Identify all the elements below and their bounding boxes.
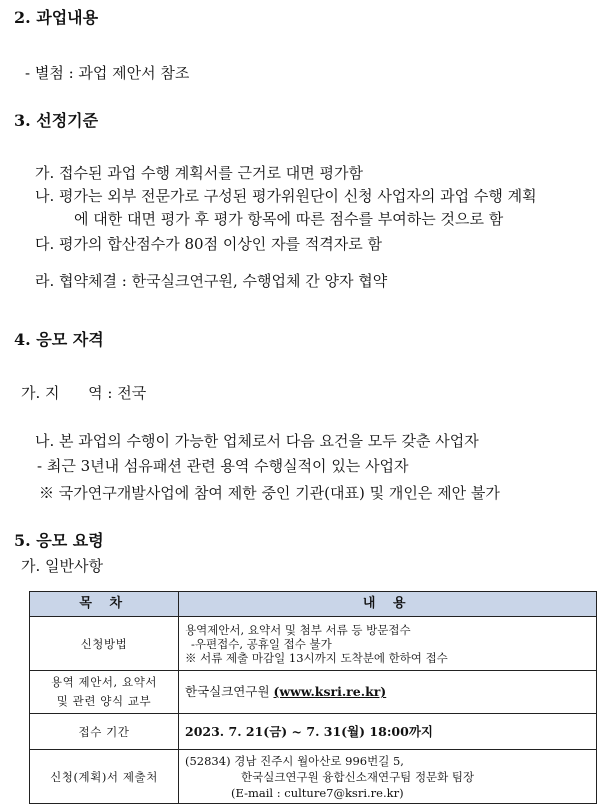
forms-label-line-1: 용역 제안서, 요약서: [50, 675, 158, 689]
criteria-item-na-cont: 에 대한 대면 평가 후 평가 항목에 따른 점수를 부여하는 것으로 함: [74, 210, 504, 228]
table-row: [30, 617, 597, 671]
forms-org: 한국실크연구원: [185, 684, 274, 699]
criteria-item-ga: 가. 접수된 과업 수행 계획서를 근거로 대면 평가함: [35, 164, 363, 182]
table-row: [30, 750, 597, 804]
eligibility-region: 가. 지 역 : 전국: [21, 384, 147, 402]
row-value-forms: [179, 671, 597, 714]
eligibility-requirement: - 최근 3년내 섬유패션 관련 용역 수행실적이 있는 사업자: [37, 457, 409, 475]
forms-label-line-2: 및 관련 양식 교부: [56, 694, 152, 708]
row-value-submit: [179, 750, 597, 804]
application-table: [29, 591, 597, 804]
section-4-heading: 4. 응모 자격: [14, 330, 104, 349]
criteria-item-da: 다. 평가의 합산점수가 80점 이상인 자를 적격자로 함: [35, 235, 383, 253]
row-label-submit: 신청(계획)서 제출처: [30, 750, 179, 804]
method-line-1: 용역제안서, 요약서 및 첨부 서류 등 방문접수: [185, 622, 411, 637]
table-header-row: [30, 592, 597, 617]
table-header-content: 내 용: [179, 592, 597, 617]
forms-website-link[interactable]: (www.ksri.re.kr): [273, 684, 387, 699]
method-line-3: ※ 서류 제출 마감일 13시까지 도착분에 한하여 접수: [185, 650, 448, 665]
method-line-2: -우편접수, 공휴일 접수 불가: [191, 636, 332, 651]
table-row: [30, 714, 597, 750]
submit-line-1: (52834) 경남 진주시 월아산로 996번길 5,: [185, 753, 404, 768]
row-label-method: 신청방법: [30, 617, 179, 671]
table-header-index: 목 차: [30, 592, 179, 617]
row-value-period: 2023. 7. 21(금) ~ 7. 31(월) 18:00까지: [179, 714, 597, 750]
eligibility-condition: 나. 본 과업의 수행이 가능한 업체로서 다음 요건을 모두 갖춘 사업자: [35, 432, 479, 450]
section-2-heading: 2. 과업내용: [14, 8, 99, 27]
row-label-forms: [30, 671, 179, 714]
section-3-heading: 3. 선정기준: [14, 111, 99, 130]
section-2-bullet: - 별첨 : 과업 제안서 참조: [25, 64, 190, 82]
table-row: [30, 671, 597, 714]
eligibility-note: ※ 국가연구개발사업에 참여 제한 중인 기관(대표) 및 개인은 제안 불가: [39, 484, 500, 502]
section-5-sub: 가. 일반사항: [21, 557, 103, 575]
row-label-period: 접수 기간: [30, 714, 179, 750]
submit-line-3: (E-mail : culture7@ksri.re.kr): [231, 785, 404, 800]
submit-line-2: 한국실크연구원 융합신소재연구팀 정문화 팀장: [241, 769, 475, 784]
criteria-item-ra: 라. 협약체결 : 한국실크연구원, 수행업체 간 양자 협약: [35, 272, 388, 290]
section-5-heading: 5. 응모 요령: [14, 531, 104, 550]
row-value-method: [179, 617, 597, 671]
criteria-item-na: 나. 평가는 외부 전문가로 구성된 평가위원단이 신청 사업자의 과업 수행 계획: [35, 187, 537, 205]
